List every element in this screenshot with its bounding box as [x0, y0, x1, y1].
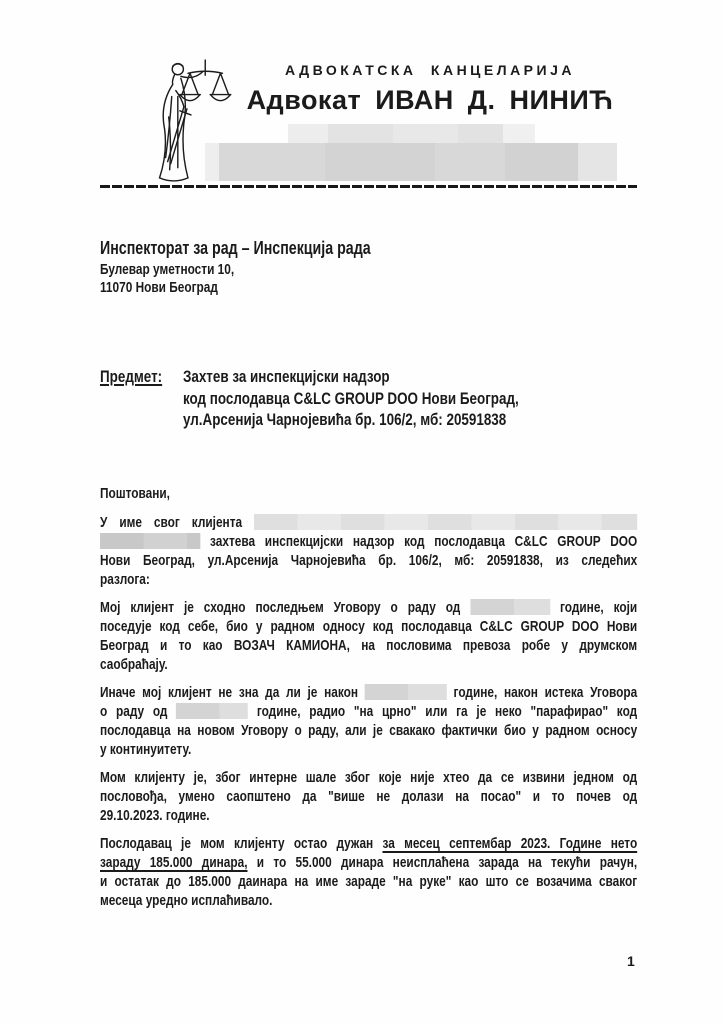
body-text: Мом клијенту је, због интерне шале због које није хтео да се извини једном од	[100, 769, 638, 786]
redaction-inline	[470, 599, 550, 615]
law-office-line: АДВОКАТСКА КАНЦЕЛАРИЈА	[285, 62, 575, 78]
body-text: пословођа, умено саопштено да "више не долази на посао" и то почев од	[100, 788, 638, 805]
subject-lines	[183, 366, 519, 431]
paragraph-line	[100, 768, 637, 787]
body-text: У име свог клијента	[100, 514, 243, 531]
body-text: Београд и то као ВОЗАЧ КАМИОНА, на пословима превоза робе у друмском	[100, 637, 638, 654]
emphasized-text: зараду 185.000 динара,	[100, 854, 248, 871]
body-text: Нови Београд, ул.Арсенија Чарнојевића бр. 106/2, мб: 20591838, из следећих	[100, 552, 638, 569]
redaction-inline	[365, 684, 447, 700]
body-text: разлога:	[100, 571, 150, 588]
paragraph	[100, 513, 637, 589]
body-paragraphs	[100, 513, 637, 910]
paragraph-line	[100, 891, 637, 910]
subject-line: Захтев за инспекцијски надзор	[182, 367, 390, 386]
body-text: о раду од	[100, 703, 168, 720]
paragraph-line	[100, 834, 637, 853]
paragraph	[100, 683, 637, 759]
paragraph-line	[100, 532, 637, 551]
paragraph-line	[100, 617, 637, 636]
recipient-block	[100, 237, 637, 296]
body-text: послодавца на новом Уговору о раду, али је свакако фактички био у радном осносу	[100, 722, 638, 739]
redaction-inline	[100, 533, 200, 549]
body-text: и остатак до 185.000 даинара на име зараде "на руке" као што се возачима сваког	[100, 873, 638, 890]
salutation: Поштовани,	[100, 485, 170, 502]
redaction-block-header-bottom	[205, 143, 617, 181]
recipient-address-line1: Булевар уметности 10,	[100, 261, 235, 278]
paragraph	[100, 598, 637, 674]
body-text: 29.10.2023. године.	[100, 807, 210, 824]
body-text: Мој клијент је сходно последњем Уговору о раду од	[100, 599, 461, 616]
paragraph-line	[100, 551, 637, 570]
paragraph	[100, 768, 637, 825]
letter-body	[100, 484, 637, 919]
paragraph-line	[100, 513, 637, 532]
redaction-inline	[176, 703, 248, 719]
body-text: године, након истека Уговора	[453, 684, 638, 701]
body-text: захтева инспекцијски надзор код послодавца C&LC GROUP DOO	[210, 533, 638, 550]
paragraph-line	[100, 636, 637, 655]
body-text: године, који	[559, 599, 638, 616]
paragraph-line	[100, 683, 637, 702]
letterhead-divider	[100, 185, 637, 188]
subject-line: код послодавца C&LC GROUP DOO Нови Београд,	[182, 388, 519, 408]
recipient-name: Инспекторат за рад – Инспекција рада	[100, 238, 371, 258]
body-text: месеца уредно исплаћивало.	[100, 892, 273, 909]
redaction-inline	[254, 514, 637, 530]
paragraph-line	[100, 740, 637, 759]
paragraph-line	[100, 570, 637, 589]
subject-label: Предмет:	[100, 367, 163, 386]
body-text: у континуитету.	[100, 741, 192, 758]
body-text: саобраћају.	[100, 656, 168, 673]
body-text: године, радио "на црно" или га је неко "парафирао" код	[256, 703, 638, 720]
paragraph-line	[100, 806, 637, 825]
paragraph-line	[100, 702, 637, 721]
paragraph-line	[100, 853, 637, 872]
letterhead	[222, 62, 638, 116]
redaction-block-header-top	[288, 124, 535, 143]
paragraph-line	[100, 721, 637, 740]
emphasized-text: за месец септембар 2023. Године нето	[382, 835, 638, 852]
subject-line: ул.Арсенија Чарнојевића бр. 106/2, мб: 20591838	[182, 410, 507, 429]
body-text: Послодавац је мом клијенту остао дужан	[100, 835, 374, 852]
subject-block	[100, 366, 637, 431]
paragraph-line	[100, 872, 637, 891]
paragraph-line	[100, 655, 637, 674]
body-text: Иначе мој клијент не зна да ли је након	[100, 684, 358, 701]
page-number: 1	[627, 953, 635, 969]
body-text: и то 55.000 динара неисплаћена зарада на текући рачун,	[256, 854, 638, 871]
recipient-address-line2: 11070 Нови Београд	[100, 278, 218, 296]
body-text: поседује код себе, био у радном односу код послодавца C&LC GROUP DOO Нови	[100, 618, 638, 635]
paragraph-line	[100, 598, 637, 617]
lawyer-name: Адвокат ИВАН Д. НИНИЋ	[246, 85, 614, 115]
paragraph	[100, 834, 637, 910]
paragraph-line	[100, 787, 637, 806]
